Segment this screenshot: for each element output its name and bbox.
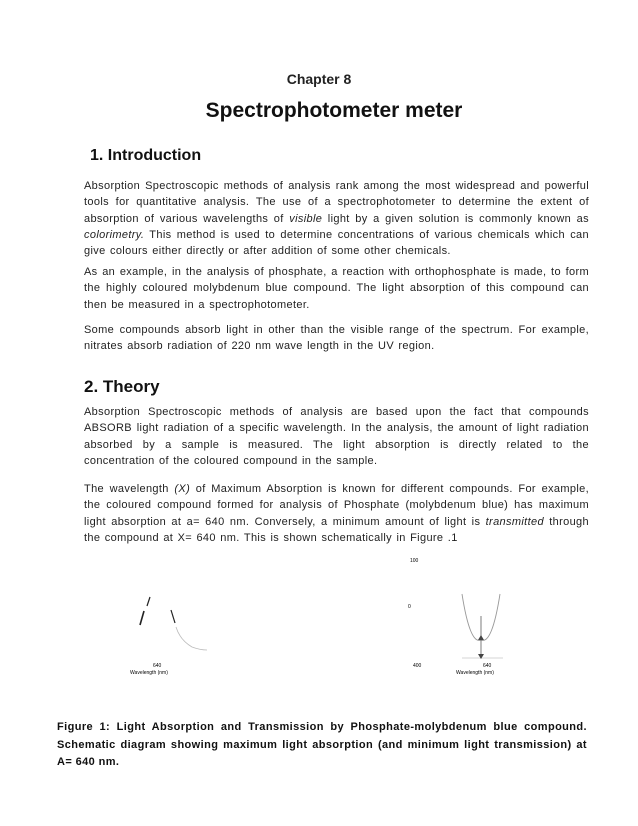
figure-1-schematic bbox=[0, 550, 638, 690]
transmission-mid-label: 0 bbox=[408, 604, 411, 610]
transmission-top-label: 100 bbox=[410, 558, 419, 564]
intro-p1-text-e: This method is used to determine concentrations of various chemicals which can give colours either directly or after addition of some other chemicals. bbox=[84, 228, 589, 258]
absorption-curve-falling-stroke bbox=[171, 610, 175, 623]
intro-p1-text-a: Absorption Spectroscopic methods of analysis rank among the most widespread and powerful tools for quantitative analysis. The use of a spectrophotometer to determine the extent of absorption of various wavelengths of bbox=[84, 180, 589, 225]
intro-p1-colorimetry: colorimetry. bbox=[84, 228, 145, 241]
intro-paragraph-3: Some compounds absorb light in other than the visible range of the spectrum. For example, nitrates absorb radiation of 220 nm wave length in the UV region. bbox=[84, 324, 589, 353]
theory-paragraph-2 bbox=[84, 481, 589, 546]
minimum-marker-arrow-up bbox=[478, 635, 484, 640]
page-title: Spectrophotometer meter bbox=[205, 99, 463, 122]
figure-caption: Figure 1: Light Absorption and Transmission by Phosphate-molybdenum blue compound. Schematic diagram showing maximum light absorption (and minimum light transmission) at A= 640 nm. bbox=[57, 721, 587, 768]
intro-p1-text-c: light by a given solution is commonly known as bbox=[322, 212, 589, 225]
absorption-curve bbox=[140, 597, 207, 650]
intro-p1-visible: visible bbox=[289, 212, 323, 225]
section-heading-introduction: 1. Introduction bbox=[90, 147, 202, 164]
transmission-x-label: Wavelength (nm) bbox=[456, 670, 494, 676]
transmission-curve bbox=[462, 594, 503, 659]
chapter-number: Chapter 8 bbox=[286, 71, 352, 87]
transmission-left-tick: 400 bbox=[413, 663, 422, 669]
theory-paragraph-1: Absorption Spectroscopic methods of analysis are based upon the fact that compounds ABSORB light radiation of a specific wavelength. In the analysis, the amount of light radiation absorbed by a sample is measured. The light absorption is directly related to the concentration of the coloured compound in the sample. bbox=[84, 406, 589, 467]
absorption-x-tick: 640 bbox=[153, 663, 162, 669]
theory-p2-transmitted: transmitted bbox=[485, 515, 544, 528]
theory-p2-text-e: through the compound at X= 640 nm. This is shown schematically in Figure .1 bbox=[84, 515, 589, 544]
section-heading-theory: 2. Theory bbox=[84, 377, 160, 396]
intro-paragraph-2: As an example, in the analysis of phosphate, a reaction with orthophosphate is made, to form the highly coloured molybdenum blue compound. The light absorption of this compound can then be measured in a spectrophotometer. bbox=[84, 266, 589, 311]
theory-p2-lambda: (X) bbox=[174, 483, 191, 495]
theory-p2-text-c: of Maximum Absorption is known for different compounds. For example, the coloured compound formed for analysis of Phosphate (molybdenum blue) has maximum light absorption at a= 640 nm. Conversely, a minimum amount of light is bbox=[84, 483, 590, 528]
intro-paragraph-1 bbox=[84, 178, 589, 259]
absorption-curve-rising-stroke bbox=[140, 611, 144, 625]
transmission-x-tick: 640 bbox=[483, 663, 492, 669]
absorption-x-label: Wavelength (nm) bbox=[130, 670, 168, 676]
absorption-curve-tail bbox=[176, 627, 207, 650]
absorption-curve-upper-stroke bbox=[147, 597, 150, 606]
theory-p2-text-a: The wavelength bbox=[84, 483, 175, 495]
